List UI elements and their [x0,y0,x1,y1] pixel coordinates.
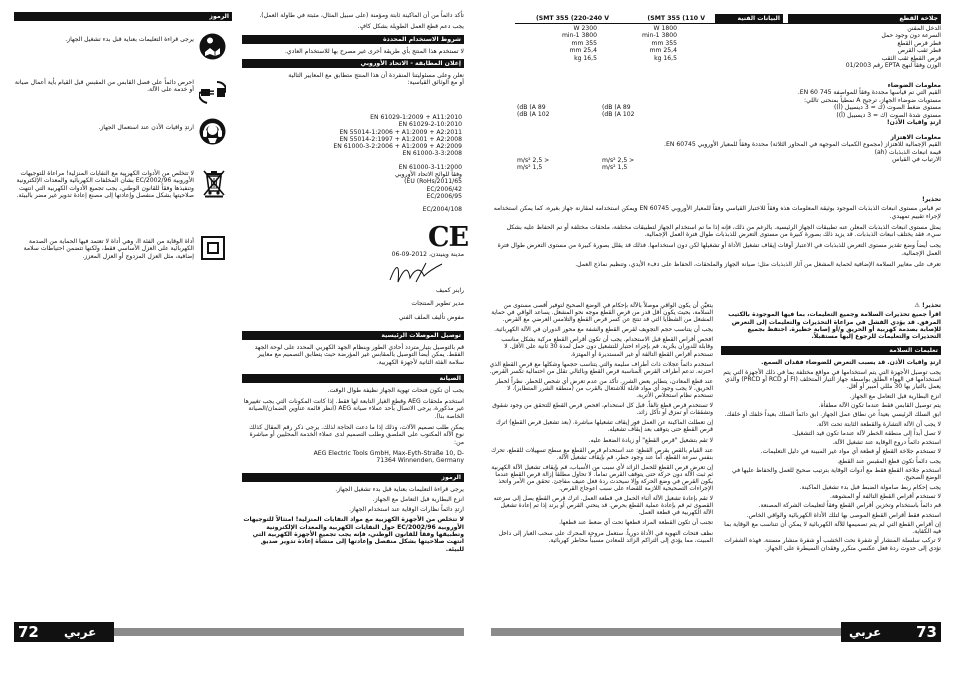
noise-title: معلومات الضوضاء [887,82,941,89]
intended-use-text: لا تستخدم هذا المنتج بأي طريقة أخرى غير مصرح بها للاستخدام العادي. [284,47,464,55]
spec-value: min-1 3800 [641,32,677,40]
warning-title: تحذير! [921,196,941,203]
noise-block [657,82,941,126]
spec-label: الدخل المقنن [907,25,941,32]
symbol-text-3: ارتدِ واقيات الأذن عند استعمال الجهاز. [98,124,194,131]
place-date: مدينة وينيندن، 2012-09-06 [391,251,464,258]
vibration-block [657,134,941,164]
noise-power-label: مستوى شدة الصوت (ك = 3 ديسيبل (أ)) [836,111,941,119]
symbols2-disposal: لا تتخلص من الأجهزة الكهربية مع مواد النفايات المنزلية! امتثالاً للتوجيهات الأوروبية EC/2002/96 حول النفايات الكهربية والمعدات الإلكترونية وتطبيقها وفقاً للقانون الوطني، فإنه يجب تجميع الأجهزة الكهربية التي انتهت صلاحيتها بشكل منفصل وإعادتها إلى منشأة إعادة تدوير صديق للبيئة. [243,516,464,553]
symbol-text-5: أداة الوقاية من الفئة II، وهي أداة لا تعتمد فيها الحماية من الصدمة الكهربائية على العزل الأساسي فقط، ولكنها تتضمن احتياطات سلامة إضافية، مثل العزل المزدوج أو العزل المعزز. [23,238,194,260]
standards-list [300,114,462,214]
safety-header: تعليمات السلامة [721,346,941,355]
safety-line: لا تستخدم أقراص القطع التالفة أو المشوهة. [829,492,941,500]
safety-line: إن أقراص القطع التي لم يتم تصميمها للآلة الكهربائية لا يمكن أن تتناسب مع الوقاية بما فيه الكفاية. [724,520,941,536]
signer-title-2: مفوض تأليف الملف الفني [398,313,464,321]
maintenance-header: الصيانة [242,374,464,383]
spec-value: W 1800 [653,25,677,32]
vibration-title: معلومات الاهتزاز [890,134,941,141]
standard-line: EN 61000-3-2:2006 + A1:2009 + A2:2009 [333,143,462,151]
footer-bar-right [841,622,941,642]
noise-value: (dB (A 102 [517,111,550,119]
standard-line: EN 61029-1:2009 + A11:2010 [370,114,462,121]
signature [386,260,446,286]
safety-warning-text: اقرأ جميع تحذيرات السلامة وجميع التعليمات، بما فيها الموجودة بالكتيب المرفق. قد يؤدي الفشل في مراعاة التحذيرات والتعليمات إلى التعرض للإصابة بصدمة كهربية أو الحريق و/أو إصابة خطيرة. احتفظ بجميع التحذيرات والتعليمات للرجوع إليها مستقبلاً. [728,311,941,341]
center-column [242,12,464,90]
standard-line: EC/2004/108 [422,206,462,214]
safety-line: يجب توصيل الأجهزة التي يتم استخدامها في مواقع مختلفة بما في ذلك الأجهزة التي يتم استخدامها في الهواء الطلق بواسطة جهاز التيار المتخلف (FI أو RCD أو PRCD) والذي يعمل بالتيار بها 30 مللي أمبير أو أقل. [723,368,941,391]
tech-header-1: جلاخة القطع [788,14,941,23]
language-label: عربي [849,625,882,639]
page-number: 73 [916,623,937,641]
noise-values-col-1 [517,104,597,119]
symbols2-line-1: يرجى قراءة التعليمات بعناية قبل بدء تشغيل الجهاز. [335,485,464,493]
unplug-icon [199,79,226,106]
tech-header-2: البيانات الفنية [715,14,783,23]
spec-label: قطر ثقب القرص [897,47,941,55]
vibration-values-col-1 [517,157,597,172]
middle-para: لا تقم بإعادة تشغيل الآلة أثناء الحمل في قطعة العمل. اترك قرص القطع يصل إلى سرعته القصوى ثم قم بإعادة عملية القطع بحرص. قد ينحني القرص أو يرتد إذا تم إعادة تشغيل الآلة الكهربية في قطعة العمل. [493,495,713,517]
spec-value: min-1 3800 [561,32,597,40]
manufacturer-address: AEG Electric Tools GmbH, Max-Eyth-Straße 10, D-71364 Winnenden, Germany [313,449,464,465]
warning-block [491,196,941,272]
middle-para: يتعيَّن أن يكون الواقي موصلاً بالآلة بإحكام في الوضع الصحيح لتوفير أقصى مستوى من السلامة، بحيث يكون أقل قدر من قرص القطع موجه نحو المشغل. يساعد الواقي في حماية المشغل من الشظايا التي قد تنتج عن كسر قرص القطع والتلامس العرضي مع القرص. [491,302,713,324]
noise-text: القيم التي تم قياسها محددة وفقاً للمواصفة EN 60 745. [797,89,941,97]
safety-line: لا يجب أن الآلة التشارة والقطعة الثابتة تحت الآلة. [816,420,941,428]
model-col-1: (SMT 355 (220-240 V [535,15,609,22]
maintenance-text-3: يمكن طلب تصميم الآلات، وذلك إذا ما دعت الحاجة لذلك. يرجى ذكر رقم المقال كذلك نوع الآلة المكتوب على الملصق وطلب التصميم لدى عملاء الخدمة المحليين أو مباشرة من: [249,424,464,446]
symbol-text-1: يرجى قراءة التعليمات بعناية قبل بدء تشغيل الجهاز. [65,36,194,43]
standard-line: EC/2006/95 [426,192,462,200]
crossed-bin-icon [203,168,225,198]
read-manual-icon [199,33,226,60]
spec-label: قطر قرص القطع [897,39,941,47]
ce-mark: CE [428,222,469,253]
middle-para: إن تعطلت الماكينة عن العمل فور إيقاف تشغيلها مباشرة. (بعد تشغيل قرص القطع) اترك قرص القطع حتى يتوقف بعد إيقاف تشغيله. [495,419,713,434]
safety-line: استخدم دائماً دروع الوقاية عند تشغيل الآلة. [832,439,941,447]
safety-line: يجب إحكام ربط صامولة الضبط قبل بدء تشغيل الماكينة. [799,483,941,491]
safety-column [721,302,941,554]
page-number: 72 [18,623,39,641]
noise-values-col-2 [602,104,682,119]
standard-line: EN 61000-3-3:2008 [402,150,462,158]
noise-pressure-label: مستوى ضغط الصوت (ك = 3 ديسيبل (أ)) [834,104,941,112]
signer-title-1: مدير تطوير المنتجات [411,300,464,308]
warning-para: تم قياس مستوى انبعاث الذبذبات الموجود بوثيقة المعلومات هذه وفقاً للاختبار القياسي وفقاً للمعيار الأوروبي EN 60745 ويمكن استخدامه لمقارنة جهاز بغيره، كما يمكن استخدامه لإجراء تقييم تمهيدي. [493,205,941,220]
standard-line: EC/2006/42 [426,185,462,193]
spec-values-col-2 [597,25,677,62]
safety-line: ابق السلك الرئيسي بعيداً عن نطاق عمل الجهاز. ابق دائماً السلك بعيداً خلفك أو خلفك. [724,411,941,419]
noise-value: (dB (A 89 [602,104,631,111]
spec-value: kg 16,5 [574,54,597,62]
maintenance-text-2: استخدم ملحقات AEG وقطع الغيار التابعة لها فقط. إذا كانت المكونات التي يجب تغييرها غير مذكورة، يرجى الاتصال بأحد عملاء صيانة AEG (انظر قائمة عناوين الضمان/الصيانة الخاصة بنا). [243,398,464,420]
spec-value: mm 355 [571,39,597,47]
symbols2-line-3: ارتدِ دائماً نظارات الوقاية عند استخدام الجهاز. [349,506,464,514]
middle-para: عند القيام بالقص بقرص القطع: عند استخدام قرص القطع مع سطح تسهيلات للقطع، تحرك بنفس سرعة القطع. أما عند وجود خطر، قم بإيقاف تشغيل الآلة. [491,446,713,461]
safety-warning-title-text: تحذير! [921,302,941,309]
footer-bar-left [14,622,114,642]
vibration-value: m/s² 1,5 [602,164,628,172]
middle-para: عند قطع المعادن، يتطاير بعض الشرر. تأكد من عدم تعرض أي شخص للخطر. نظراً لخطر الحريق، لا يجب وجود أي مواد قابلة للاشتعال بالقرب من (منطقة الشرر المتطاير). لا تستخدم نظام استخلاص الأتربة. [495,377,713,400]
standard-line: EN 55014-1:2006 + A1:2009 + A2:2011 [339,128,462,136]
standard-line: (EU (RoHs/2011/65 [404,178,462,186]
spec-value: mm 25,4 [649,47,677,55]
spec-label: السرعة دون وجود حمل [881,32,941,40]
signer-name: راينر كميف [435,287,464,294]
conformity-header: إعلان المطابقة - الاتحاد الأوروبي [242,59,464,68]
symbol-text-2: احرص دائماً على فصل القابس من المقبس قبل القيام بأية أعمال صيانة أو خدمة على الآلة. [14,79,194,94]
vibration-value: m/s² 2,5 > [602,157,635,164]
double-insulation-icon [201,236,225,260]
spec-value: kg 16,5 [654,54,677,62]
standard-line: EN 55014-2:1997 + A1:2001 + A2:2008 [339,135,462,143]
intro-text-2: يجب دعم قطع العمل الطويلة بشكل كافٍ. [357,23,464,31]
spec-values-col-1 [517,25,597,62]
language-label: عربي [64,625,97,639]
safety-line: انزع البطارية قبل التعامل مع الجهاز. [849,392,941,400]
safety-line: استخدم جلاخة القطع فقط مع أدوات الوقاية بترتيب صحيح للعمل والحفاظ عليها في الوضع الصحيح. [732,467,941,482]
symbol-text-4: لا تتخلص من الأدوات الكهربية مع النفايات المنزلية! مراعاة للتوجيهات الأوروبية EC/2002/96 بشأن المخلفات الكهربائية والمعدات الإلكترونية وتنفيذها وفقاً للقانون الوطني، يجب تجميع الأدوات الكهربية التي انتهت صلاحيتها بشكل منفصل وإعادتها إلى مصنع إعادة تدوير غير مضر بالبيئة. [16,170,194,199]
wear-ear-note: ارتدِ واقيات الأذن! [886,119,941,127]
middle-para: يجب أن يتناسب حجم التجويف لقرص القطع والشفة مع محور الدوران في الآلة الكهربائية. [494,326,713,334]
standard-line: EN 61029-2-10:2010 [398,121,462,129]
safety-line: يجب دائماً تكون قطع المقبس عند القطع. [837,457,941,465]
spec-value: mm 355 [651,39,677,47]
warning-triangle-icon: ⚠ [914,302,920,309]
symbols2-header: الرموز [242,473,464,482]
ear-protection-icon [199,118,226,145]
middle-para: تجنب أن تكون القطعة المراد قطعها تحت أي ضغط عند قطعها. [559,519,713,527]
spec-label: قرص القطع ثقب الثقب [881,54,941,62]
middle-para: استخدم دائماً عجلات ذات أطراف سليمة والتي يتناسب حجمها وشكلها مع قرص القطع الذي اخترته. تدعم أطراف القرص المناسبة قرص القطع وبالتالي تقلل من احتمالية تكسر القرص. [489,360,713,375]
safety-warning-title [721,302,941,309]
middle-para: لا تستخدم قرص قطع تالفاً. قبل كل استخدام، افحص قرص القطع للتحقق من وجود شقوق وتشققات أو تمزق أو تآكل زائد. [492,402,713,417]
signer-block [242,287,464,325]
spec-value: W 2300 [573,25,597,32]
vibration-emission-label: قيمة انبعاث الذبذبات (ah) [874,148,941,156]
vibration-value: m/s² 2,5 > [517,157,550,164]
spec-value: mm 25,4 [569,47,597,55]
symbols-column [14,10,232,25]
noise-value: (dB (A 89 [517,104,546,111]
footer-grey-bar [491,628,841,636]
noise-level-label: مستويات ضوضاء الجهاز، ترجيح A نمطياً بمنحنى تاللي: [804,96,941,104]
middle-para: إن تعرض قرص القطع للحمل الزائد لأي سبب من الأسباب، قم بإيقاف تشغيل الآلة الكهربية ثم ثبت الآلة دون حركة حتى يتوقف القرص تماماً. لا تحاول مطلقاً إزالة قرص القطع عندما يكون القرص في وضع الحركة وإلا سيحدث ردة فعل عنيف مفاجئ. تحقق من الأمر واتخذ الإجراءات التصحيحية اللازمة للقضاء على سبب اعوجاج القرص. [491,463,713,493]
middle-para: نظف فتحات التهوية في الأداة دورياً. ستعمل مروحة المحرك على سحب الغبار إلى داخل المبيت، مما يؤدي إلى التراكم الزائد للمعادن مسبباً مخاطر كهربائية. [498,529,713,544]
warning-para: يمثل مستوى انبعاث الذبذبات المعلن عنه تطبيقات الجهاز الرئيسية. بالرغم من ذلك، فإنه إذا ما تم استخدام الجهاز لتطبيقات مختلفة، ملحقات مختلفة أو تم الحفاظ عليه بشكل سيء، فقد يختلف انبعاث الذبذبات. قد يزيد ذلك بصورة كبيرة من مستوى التعرض للذبذبات طوال فترة العمل الإجمالية. [506,223,941,239]
standard-line: وفقاً للوائح الاتحاد الأوروبي [394,171,462,179]
warning-para: يجب أيضاً وضع تقدير مستوى التعرض للذبذبات في الاعتبار أوقات إيقاف تشغيل الأداة أو تشغيلها لكن دون استخدامها. فذلك قد يقلل بصورة كبيرة من مستوى التعرض طوال فترة العمل الإجمالية. [497,242,941,257]
vibration-uncertainty-label: الارتياب في القياس [892,156,941,164]
symbols2-line-2: انزع البطارية قبل التعامل مع الجهاز. [372,495,464,503]
symbols-header: الرموز [14,12,232,21]
safety-line: لا تركب سلسلة المنشار أو شفرة نحت الخشب أو شفرة منشار مسننة. فهذه الشفرات تؤدي إلى حدوث ردة فعل عكسي متكرر وفقدان السيطرة على الجهاز. [724,537,941,552]
safety-line: لا تستخدم جلاخة القطع أو قطعة أي مواد غير المبينة في دليل التعليمات. [760,448,941,456]
maintenance-text-1: يجب أن تكون فتحات تهوية الجهاز نظيفة طوال الوقت. [327,386,464,394]
standard-line: EN 61000-3-11:2000 [398,163,462,171]
mains-text: قم بالتوصيل بتيار متردد أحادي الطور وبنظام الجهد الكهربي المحدد على لوحة الجهد الفقط. يمكن أيضاً التوصيل بالمقابس غير المؤرضة حيث يتطابق التصميم مع معايير سلامة الفئة الثانية لأجهزة الكهربية. [254,344,464,366]
safety-line: ارتدِ واقيات الأذن. قد يسبب التعرض للضوضاء فقدان السمع. [761,359,941,367]
conformity-text: نعلن وعلى مسئوليتنا المنفردة أن هذا المنتج متطابق مع المعايير التالية أو مع الوثائق القياسية: [288,71,464,87]
mains-section [242,329,464,557]
spec-labels [721,25,941,69]
middle-column [489,302,713,547]
intended-use-header: شروط الاستخدام المحددة [242,35,464,44]
intro-text: تأكد دائماً من أن الماكينة ثابتة ومؤمنة (على سبيل المثال، مثبتة في طاولة العمل). [259,12,464,19]
middle-para: لا تقم بتشغيل "قرص القطع" أو زيادة الضغط عليه. [588,436,713,444]
noise-value: (dB (A 102 [602,111,635,119]
safety-line: لا تصل أبداً إلى منطقة الخطر لآلة عندما تكون قيد التشغيل. [792,429,941,437]
safety-line: يتم توصيل القابس فقط عندما تكون الآلة مطفأة. [818,401,941,409]
footer-grey-bar [114,628,464,636]
header-underline [515,23,941,24]
vibration-values-col-2 [602,157,682,172]
mains-header: توصيل الموصلات الرئيسية [242,331,464,340]
right-page [477,0,954,677]
spec-label: الوزن وفقاً لنهج EPTA رقم 01/2003 [845,62,941,70]
safety-line: قم دائماً باستخدام وتخزين أقراص القطع وفقاً لتعليمات الشركة المصنعة. [758,502,941,510]
warning-para: تعرف على معايير السلامة الإضافية لحماية المشغل من آثار الذبذبات مثل: صيانة الجهاز والملحقات، الحفاظ على دفء الأيدي، وتنظيم نماذج العمل. [575,261,941,269]
vibration-text: القيم الإجمالية للاهتزاز (مجموع الكميات الموجهة في المحاور الثلاثة) محددة وفقاً للمعيار الأوروبي EN 60745. [664,141,941,149]
model-col-2: (SMT 355 (110 V [647,15,705,22]
safety-line: استخدم فقط أقراص القطع الموصى بها لتلك الأداة الكهربائية والواقي الخاص. [746,511,941,519]
middle-para: افحص أقراص القطع قبل الاستخدام. يجب أن تكون أقراص القطع مركبة بشكل مناسب وقابلة للدوران بحُرية. قم بإجراء اختبار للتشغيل دون حمل لمدة 30 ثانية على الأقل. لا تستخدم أقراص القطع التالفة أو غير المستديرة أو المهتزة. [501,336,713,358]
vibration-value: m/s² 1,5 [517,164,543,172]
